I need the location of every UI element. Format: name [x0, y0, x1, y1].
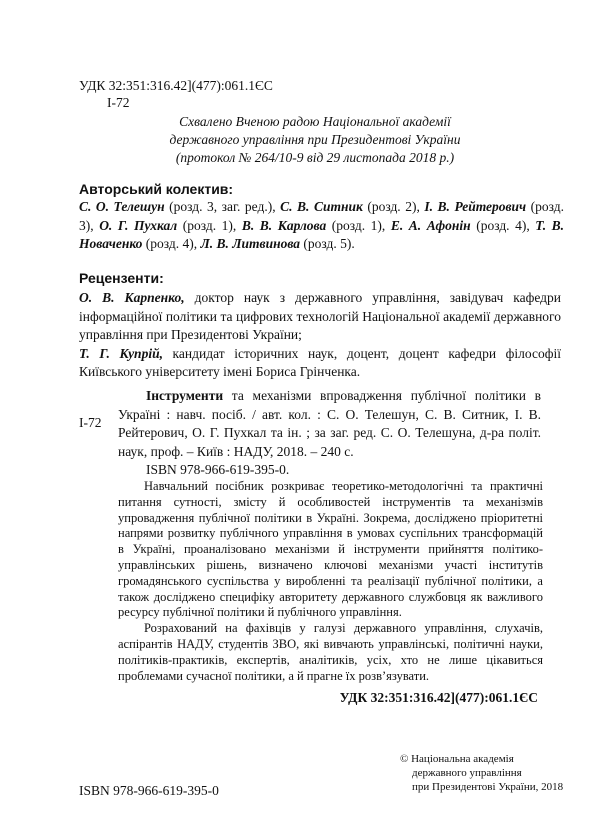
- catalog-bibliographic-text: та механізми впровадження публічної політики в Україні : навч. посіб. / авт. кол. : С. О. Телешун, С. В. Ситник, І. В. Рейтерович, О. Г. Пухкал та ін. ; за заг. ред. С. О. Телешуна, д-ра політ. наук, проф. – Київ : НАДУ, 2018. – 240 с.: [118, 388, 541, 459]
- reviewers-list: [79, 289, 561, 382]
- author-name: І. В. Рейтерович: [424, 199, 527, 214]
- reviewer-name: Т. Г. Купрій,: [79, 345, 163, 361]
- author-role: (розд. 4),: [470, 217, 536, 233]
- author-role: (розд. 3, заг. ред.),: [164, 199, 281, 214]
- author-name: В. В. Карлова: [241, 217, 327, 233]
- catalog-record: [118, 387, 541, 480]
- approval-line-3: (протокол № 264/10-9 від 29 листопада 2018 р.): [175, 150, 455, 165]
- annotation-paragraph-1: Навчальний посібник розкриває теоретико-методологічні та практичні питання сутності, змісту й особливостей інструментів та механізмів упровадження публічної політики в Україні. Зокрема, досліджено пріоритетні напрями розвитку публічного управління в умовах суспільних трансформацій в Україні, проаналізовано механізми й інструменти прийняття політико-управлінських рішень, визначено ключові механізми участі інститутів громадянського суспільства у виробленні та реалізації публічної політики, а також досліджено специфіку авторитету державного службовця як важливого ресурсу публічної політики й публічного управління.: [118, 479, 543, 620]
- catalog-title: Інструменти: [146, 388, 224, 403]
- copyright-line-2: державного управління: [412, 767, 522, 779]
- reviewer-description: кандидат історичних наук, доцент, доцент кафедри філософії Київського університету імені Бориса Грінченка.: [79, 345, 561, 379]
- author-name: С. О. Телешун: [79, 199, 165, 214]
- author-role: (розд. 5).: [300, 236, 355, 251]
- authors-heading: Авторський колектив:: [79, 181, 234, 197]
- catalog-isbn: ISBN 978-966-619-395-0.: [146, 462, 290, 477]
- authors-list: [79, 198, 564, 254]
- author-name: Л. В. Литвинова: [200, 236, 301, 251]
- catalog-description: [118, 387, 541, 461]
- reviewer-entry: [79, 345, 561, 382]
- approval-statement: [150, 113, 480, 167]
- reviewer-entry: [79, 289, 561, 345]
- author-role: (розд. 1),: [326, 217, 391, 233]
- udc-code-top: УДК 32:351:316.42](477):061.1ЄС: [79, 78, 273, 93]
- approval-line-1: Схвалено Вченою радою Національної академії: [179, 114, 451, 129]
- reviewer-name: О. В. Карпенко,: [79, 290, 185, 305]
- author-name: Е. А. Афонін: [390, 217, 471, 233]
- author-role: (розд. 2),: [362, 199, 425, 214]
- copyright-notice: [400, 752, 563, 794]
- annotation-paragraph-2: Розрахований на фахівців у галузі державного управління, слухачів, аспірантів НАДУ, студентів ЗВО, які вивчають управлінські, політичні науки, політиків-практиків, експертів, аналітиків, усіх, хто не лише цікавиться проблемами сучасної політики, а й прагне їх розв’язувати.: [118, 621, 543, 683]
- copyright-line-1: © Національна академія: [400, 753, 514, 765]
- author-role: (розд. 4),: [142, 236, 201, 251]
- author-sign-catalog: І-72: [79, 415, 102, 430]
- udc-code-bottom: УДК 32:351:316.42](477):061.1ЄС: [339, 690, 538, 705]
- author-role: (розд. 3),: [79, 199, 564, 233]
- author-name: Т. В. Новаченко: [79, 217, 565, 251]
- reviewer-description: доктор наук з державного управління, завідувач кафедри інформаційної політики та цифрових технологій Національної академії державного управління при Президентові України;: [79, 290, 561, 342]
- reviewers-heading: Рецензенти:: [79, 270, 164, 286]
- author-role: (розд. 1),: [177, 217, 242, 233]
- author-name: О. Г. Пухкал: [99, 217, 178, 233]
- author-name: С. В. Ситник: [280, 199, 363, 214]
- isbn-bottom: ISBN 978-966-619-395-0: [79, 783, 219, 798]
- author-sign-top: І-72: [107, 95, 130, 110]
- copyright-line-3: при Президентові України, 2018: [412, 781, 564, 793]
- annotation: [118, 479, 543, 684]
- approval-line-2: державного управління при Президентові України: [169, 132, 461, 147]
